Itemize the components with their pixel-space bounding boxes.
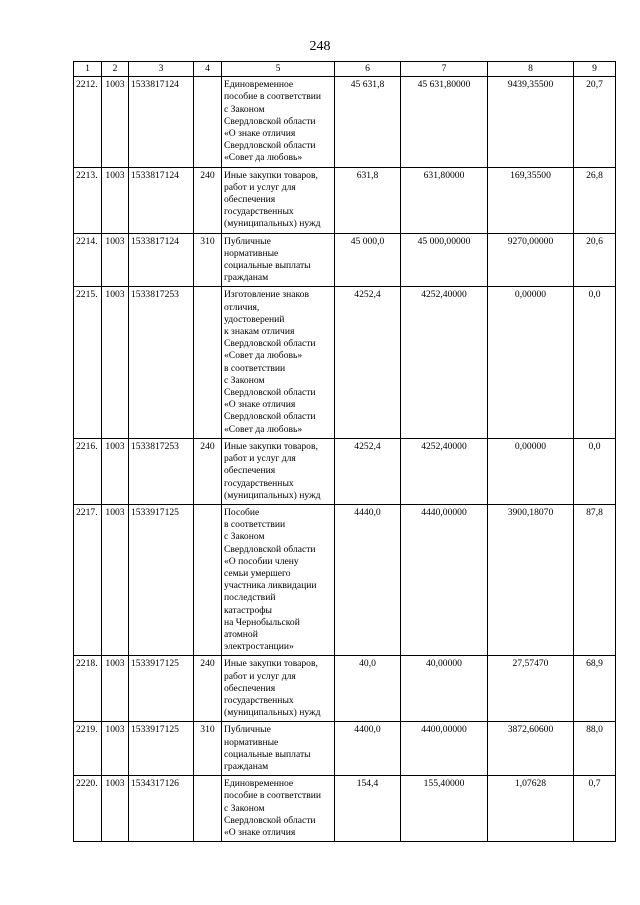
- target-article-code-cell: 1533817124: [129, 77, 194, 167]
- column-header: 2: [102, 62, 129, 77]
- execution-percent-cell: 0,0: [574, 287, 616, 438]
- section-code-cell: 1003: [102, 438, 129, 504]
- executed-amount-cell: 9270,00000: [488, 233, 574, 287]
- approved-amount-cell: 4252,4: [335, 287, 401, 438]
- budget-table: [73, 61, 616, 842]
- section-code-cell: 1003: [102, 77, 129, 167]
- table-row: [74, 504, 616, 655]
- target-article-code-cell: 1533817253: [129, 438, 194, 504]
- item-name-cell: Иные закупки товаров, работ и услуг для обеспечения государственных (муниципальных) нужд: [222, 167, 335, 233]
- column-header: 1: [74, 62, 102, 77]
- approved-amount-cell: 154,4: [335, 776, 401, 842]
- approved-amount-cell: 4400,0: [335, 722, 401, 776]
- item-name-cell: Единовременное пособие в соответствии с Законом Свердловской области «О знаке отличия: [222, 776, 335, 842]
- expense-type-code-cell: [194, 776, 222, 842]
- execution-percent-cell: 20,7: [574, 77, 616, 167]
- execution-percent-cell: 68,9: [574, 656, 616, 722]
- table-row: [74, 287, 616, 438]
- approved-amount-cell: 4440,0: [335, 504, 401, 655]
- item-name-cell: Изготовление знаков отличия, удостоверений к знакам отличия Свердловской области «Совет да любовь» в соответствии с Законом Свердловской области «О знаке отличия Свердловской области «Совет да любовь»: [222, 287, 335, 438]
- section-code-cell: 1003: [102, 656, 129, 722]
- row-number-cell: 2219.: [74, 722, 102, 776]
- table-row: [74, 656, 616, 722]
- target-article-code-cell: 1533917125: [129, 722, 194, 776]
- execution-percent-cell: 87,8: [574, 504, 616, 655]
- row-number-cell: 2220.: [74, 776, 102, 842]
- planned-amount-cell: 4252,40000: [401, 287, 488, 438]
- planned-amount-cell: 4400,00000: [401, 722, 488, 776]
- item-name-cell: Иные закупки товаров, работ и услуг для обеспечения государственных (муниципальных) нужд: [222, 438, 335, 504]
- target-article-code-cell: 1533917125: [129, 656, 194, 722]
- execution-percent-cell: 88,0: [574, 722, 616, 776]
- column-number-row: [74, 62, 616, 77]
- table-row: [74, 233, 616, 287]
- executed-amount-cell: 3900,18070: [488, 504, 574, 655]
- item-name-cell: Публичные нормативные социальные выплаты гражданам: [222, 722, 335, 776]
- target-article-code-cell: 1533817124: [129, 167, 194, 233]
- planned-amount-cell: 155,40000: [401, 776, 488, 842]
- table-row: [74, 722, 616, 776]
- section-code-cell: 1003: [102, 167, 129, 233]
- table-row: [74, 167, 616, 233]
- column-header: 8: [488, 62, 574, 77]
- row-number-cell: 2212.: [74, 77, 102, 167]
- executed-amount-cell: 1,07628: [488, 776, 574, 842]
- expense-type-code-cell: [194, 504, 222, 655]
- section-code-cell: 1003: [102, 233, 129, 287]
- planned-amount-cell: 45 000,00000: [401, 233, 488, 287]
- table-row: [74, 776, 616, 842]
- expense-type-code-cell: 310: [194, 722, 222, 776]
- execution-percent-cell: 20,6: [574, 233, 616, 287]
- column-header: 6: [335, 62, 401, 77]
- planned-amount-cell: 40,00000: [401, 656, 488, 722]
- column-header: 4: [194, 62, 222, 77]
- page-number: 248: [309, 39, 331, 54]
- row-number-cell: 2218.: [74, 656, 102, 722]
- target-article-code-cell: 1533817253: [129, 287, 194, 438]
- approved-amount-cell: 4252,4: [335, 438, 401, 504]
- item-name-cell: Публичные нормативные социальные выплаты гражданам: [222, 233, 335, 287]
- executed-amount-cell: 3872,60600: [488, 722, 574, 776]
- approved-amount-cell: 40,0: [335, 656, 401, 722]
- column-header: 9: [574, 62, 616, 77]
- expense-type-code-cell: [194, 287, 222, 438]
- item-name-cell: Иные закупки товаров, работ и услуг для обеспечения государственных (муниципальных) нужд: [222, 656, 335, 722]
- executed-amount-cell: 0,00000: [488, 287, 574, 438]
- item-name-cell: Единовременное пособие в соответствии с Законом Свердловской области «О знаке отличия Свердловской области «Совет да любовь»: [222, 77, 335, 167]
- target-article-code-cell: 1533817124: [129, 233, 194, 287]
- target-article-code-cell: 1533917125: [129, 504, 194, 655]
- section-code-cell: 1003: [102, 287, 129, 438]
- row-number-cell: 2214.: [74, 233, 102, 287]
- executed-amount-cell: 27,57470: [488, 656, 574, 722]
- row-number-cell: 2217.: [74, 504, 102, 655]
- executed-amount-cell: 0,00000: [488, 438, 574, 504]
- expense-type-code-cell: [194, 77, 222, 167]
- column-header: 5: [222, 62, 335, 77]
- executed-amount-cell: 9439,35500: [488, 77, 574, 167]
- approved-amount-cell: 45 631,8: [335, 77, 401, 167]
- planned-amount-cell: 4252,40000: [401, 438, 488, 504]
- section-code-cell: 1003: [102, 776, 129, 842]
- row-number-cell: 2215.: [74, 287, 102, 438]
- column-header: 7: [401, 62, 488, 77]
- row-number-cell: 2213.: [74, 167, 102, 233]
- section-code-cell: 1003: [102, 722, 129, 776]
- column-header: 3: [129, 62, 194, 77]
- table-row: [74, 77, 616, 167]
- table-row: [74, 438, 616, 504]
- execution-percent-cell: 0,0: [574, 438, 616, 504]
- planned-amount-cell: 45 631,80000: [401, 77, 488, 167]
- planned-amount-cell: 4440,00000: [401, 504, 488, 655]
- planned-amount-cell: 631,80000: [401, 167, 488, 233]
- expense-type-code-cell: 240: [194, 438, 222, 504]
- expense-type-code-cell: 310: [194, 233, 222, 287]
- section-code-cell: 1003: [102, 504, 129, 655]
- row-number-cell: 2216.: [74, 438, 102, 504]
- approved-amount-cell: 45 000,0: [335, 233, 401, 287]
- target-article-code-cell: 1534317126: [129, 776, 194, 842]
- execution-percent-cell: 26,8: [574, 167, 616, 233]
- expense-type-code-cell: 240: [194, 656, 222, 722]
- approved-amount-cell: 631,8: [335, 167, 401, 233]
- executed-amount-cell: 169,35500: [488, 167, 574, 233]
- table-body: [74, 77, 616, 842]
- item-name-cell: Пособие в соответствии с Законом Свердловской области «О пособии члену семьи умершего участника ликвидации последствий катастрофы на Чернобыльской атомной электростанции»: [222, 504, 335, 655]
- execution-percent-cell: 0,7: [574, 776, 616, 842]
- expense-type-code-cell: 240: [194, 167, 222, 233]
